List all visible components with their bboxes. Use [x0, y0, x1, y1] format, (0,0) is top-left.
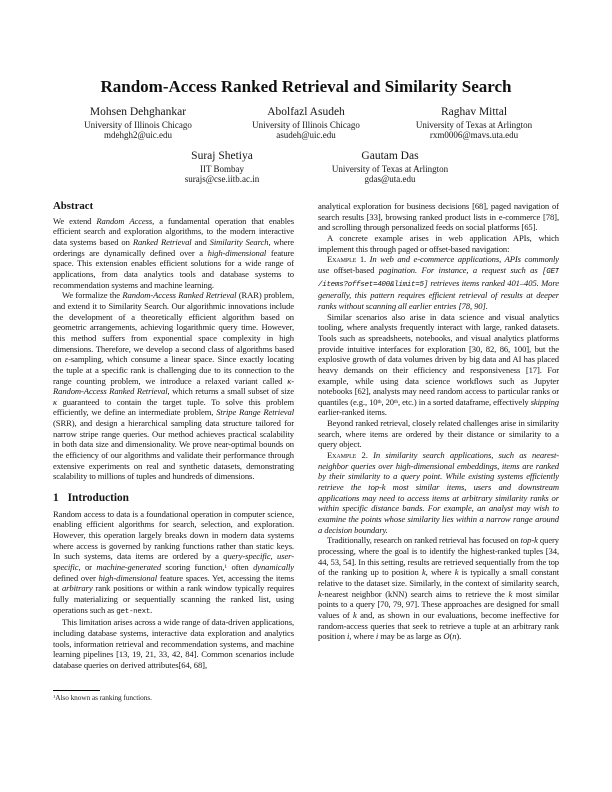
section-title: Introduction — [67, 492, 129, 505]
author-block-1 — [54, 106, 222, 141]
right-column — [318, 201, 559, 723]
intro-paragraph-1: Random access to data is a foundational operation in computer science, enabling efficient algorithms for search, selection, and exploration. However, this operation largely breaks down in modern data systems where access is governed by ranking functions rather than static keys. In such systems, data items are ordered by a query-specific, user-specific, or machine-generated scoring function,$^1$ often dynamically defined over high-dimensional feature spaces. Yet, accessing the items at arbitrary rank positions or within a rank window typically requires fully materializing or sequentially scanning the ranked list, using operations such as get-next. — [53, 508, 294, 616]
body-paragraph: Beyond ranked retrieval, closely related challenges arise in similarity search, where items are ordered by their distance or similarity to a query object. — [318, 418, 559, 450]
section-heading-introduction — [53, 493, 294, 504]
author-affiliation: University of Illinois Chicago — [84, 119, 192, 130]
author-affiliation: University of Texas at Arlington — [415, 119, 533, 130]
body-paragraph: Traditionally, research on ranked retrieval has focused on top-k query processing, where the goal is to identify the highest-ranked tuples [34, 44, 53, 54]. In this setting, results are retrieved sequentially from the top of the ranking up to position k, where k is typically a small constant relative to the dataset size. Similarly, in the context of similarity search, k-nearest neighbor (kNN) search aims to retrieve the k most similar points to a query [70, 79, 97]. These approaches are designed for small values of k and, as shown in our evaluations, become ineffective for random-access queries that seek to retrieve a tuple at an arbitrary rank position i, where i may be as large as O(n). — [318, 535, 559, 642]
abstract-paragraph-2: We formalize the Random-Access Ranked Retrieval (RAR) problem, and extend it to Similarity Search. Our algorithmic innovations include the development of a theoretically efficient algorithm based on geometric arrangements, achieving logarithmic query time. However, this method suffers from exponential space complexity in high dimensions. Therefore, we develop a second class of algorithms based on ε-sampling, which consume a linear space. Since exactly locating the tuple at a specific rank is challenging due to its connection to the range counting problem, we introduce a relaxed variant called κ-Random-Access Ranked Retrieval, which returns a small subset of size κ guaranteed to contain the target tuple. To solve this problem efficiently, we define an intermediate problem, Stripe Range Retrieval (SRR), and design a hierarchical sampling data structure tailored for narrow stripe range queries. Our method achieves practical scalability in both data size and dimensionality. We prove near-optimal bounds on the efficiency of our algorithms and validate their performance through extensive experiments on real and synthetic datasets, demonstrating scalability to millions of tuples and hundreds of dimensions. — [53, 290, 294, 482]
body-paragraph: A concrete example arises in web application APIs, which implement this through paged or offset-based navigation: — [318, 232, 559, 254]
author-email: rxm0006@mavs.uta.edu — [429, 130, 519, 141]
author-name: Mohsen Dehghankar — [89, 106, 187, 118]
author-email: gdas@uta.edu — [364, 174, 416, 185]
example-1-block: Example 1. In web and e-commerce applications, APIs commonly use offset-based pagination. For instance, a request such as [GET /items?offset=400&limit=5] retrieves items ranked 401–405. More generally, this pattern requires efficient retrieval of results at deeper ranks without scanning all earlier entries [78, 90]. — [318, 254, 559, 311]
paper-title: Random-Access Ranked Retrieval and Similarity Search — [100, 77, 512, 96]
footnote-text: $^1$Also known as ranking functions. — [53, 692, 152, 702]
author-email: mdehgh2@uic.edu — [103, 130, 173, 141]
intro-paragraph-2: This limitation arises across a wide range of data-driven applications, including database systems, interactive data exploration and analytics tools, information retrieval and recommendation systems, and machine learning pipelines [13, 19, 21, 33, 42, 84]. Common scenarios include database queries on derived attributes[64, 68], — [53, 617, 294, 670]
author-block-3 — [390, 106, 558, 141]
body-paragraph: Similar scenarios also arise in data science and visual analytics tooling, where analysts frequently interact with large, ranked datasets. Tools such as spreadsheets, notebooks, and visual analytics platforms provide intuitive interfaces for exploration [30, 82, 86, 100], but the explosive growth of data volumes driven by big data and AI has placed heavy demands on their efficiency and responsiveness [17]. For example, while using data science workflows such as Jupyter notebooks [62], analysts may need random access to particular ranks or quantiles (e.g., 10th, 20th, etc.) in a sorted dataframe, effectively skipping earlier-ranked items. — [318, 311, 559, 418]
author-block-2 — [222, 106, 390, 141]
section-number: 1 — [53, 492, 59, 505]
left-column — [53, 201, 294, 691]
author-name: Raghav Mittal — [440, 106, 508, 118]
abstract-paragraph-1: We extend Random Access, a fundamental operation that enables efficient search and exploration algorithms, to the modern interactive data systems based on Ranked Retrieval and Similarity Search, where orderings are dynamically defined over a high-dimensional feature space. This extension enables efficient solutions for a wide range of applications, from data analytics tools and database systems to recommendation systems and machine learning. — [53, 215, 294, 290]
authors-row-1 — [0, 106, 612, 141]
body-paragraph-continuation: analytical exploration for business decisions [68], paged navigation of search results [33], browsing ranked product lists in e-commerce [78], and scrolling through personalized feeds on social platforms [65]. — [318, 201, 559, 233]
author-affiliation: University of Texas at Arlington — [331, 163, 449, 174]
author-name: Suraj Shetiya — [191, 150, 253, 162]
author-email: asudeh@uic.edu — [276, 130, 336, 141]
author-affiliation: IIT Bombay — [199, 163, 245, 174]
author-block-4 — [138, 150, 306, 185]
author-block-5 — [306, 150, 474, 185]
author-email: surajs@cse.iitb.ac.in — [184, 174, 260, 185]
author-affiliation: University of Illinois Chicago — [252, 119, 360, 130]
author-name: Gautam Das — [361, 150, 419, 162]
example-2-block: Example 2. In similarity search applications, such as nearest-neighbor queries over high-dimensional embeddings, items are ranked by their similarity to a query point. While existing systems efficiently retrieve the top-k most similar items, users and downstream applications may need to access items at arbitrary similarity ranks or within specific distance bands. For example, an analyst may wish to examine the points whose similarity lies within a narrow range around a decision boundary. — [318, 450, 559, 535]
footnote-rule — [53, 690, 100, 691]
authors-row-2 — [0, 150, 612, 185]
footnote-area — [53, 690, 294, 702]
abstract-heading: Abstract — [53, 201, 94, 212]
author-name: Abolfazl Asudeh — [267, 106, 345, 118]
